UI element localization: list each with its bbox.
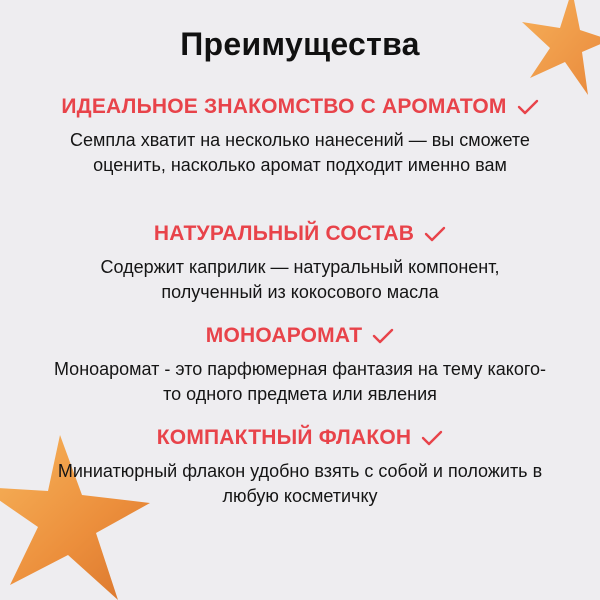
benefit-item	[0, 324, 600, 407]
benefit-description: Миниатюрный флакон удобно взять с собой и положить в любую косметичку	[57, 461, 543, 506]
checkmark-icon	[372, 327, 394, 345]
benefit-heading: ИДЕАЛЬНОЕ ЗНАКОМСТВО С АРОМАТОМ	[61, 95, 507, 118]
benefit-item	[0, 222, 600, 305]
benefit-item	[0, 95, 600, 178]
benefit-description: Содержит каприлик — натуральный компонент, полученный из кокосового масла	[100, 257, 500, 302]
benefit-description: Моноаромат - это парфюмерная фантазия на тему какого-то одного предмета или явления	[53, 359, 547, 404]
benefit-heading: КОМПАКТНЫЙ ФЛАКОН	[156, 426, 412, 449]
benefit-heading: МОНОАРОМАТ	[205, 324, 363, 347]
benefit-description: Семпла хватит на несколько нанесений — вы сможете оценить, насколько аромат подходит именно вам	[70, 130, 530, 175]
checkmark-icon	[421, 429, 443, 447]
benefit-item	[0, 426, 600, 509]
checkmark-icon	[424, 225, 446, 243]
benefit-heading: НАТУРАЛЬНЫЙ СОСТАВ	[153, 222, 415, 245]
page-title: Преимущества	[180, 26, 420, 62]
checkmark-icon	[517, 98, 539, 116]
